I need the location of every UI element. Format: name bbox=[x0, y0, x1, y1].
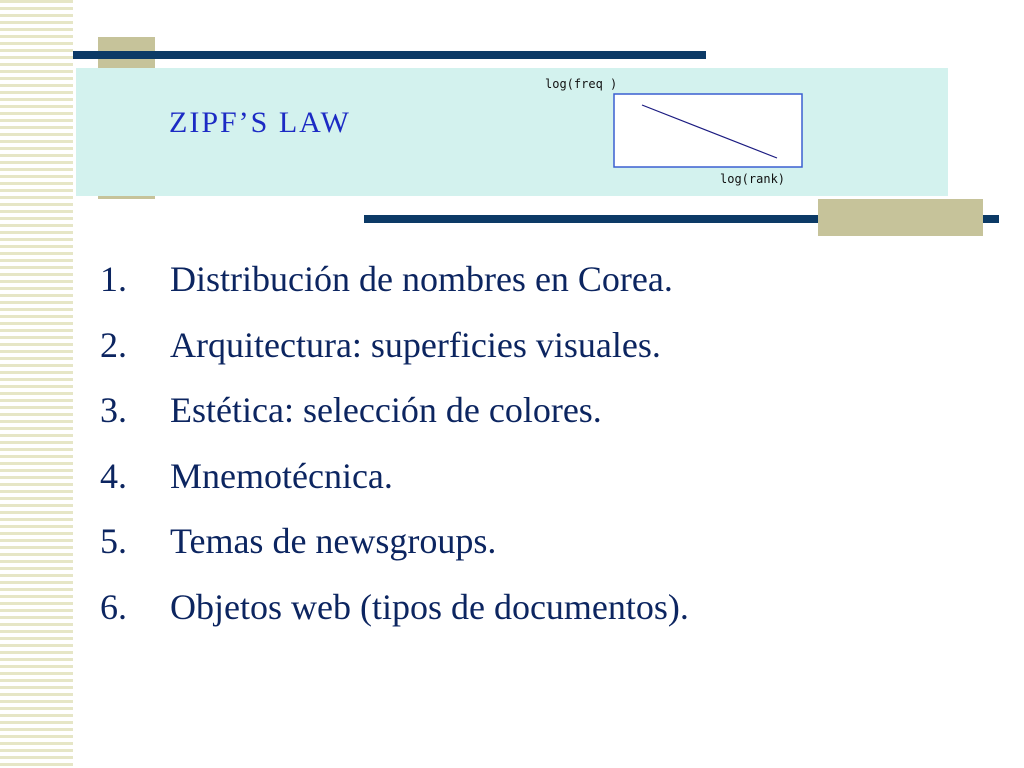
olive-accent-block-bottom bbox=[818, 199, 983, 236]
slide-title: ZIPF’S LAW bbox=[169, 106, 351, 139]
list-item-number: 3. bbox=[100, 390, 127, 430]
list-item-number: 6. bbox=[100, 586, 127, 627]
list-item-text: Arquitectura: superficies visuales. bbox=[170, 324, 661, 365]
list-item-text: Distribución de nombres en Corea. bbox=[170, 259, 673, 299]
list-item bbox=[100, 520, 1000, 586]
list-item-number: 5. bbox=[100, 521, 127, 561]
list-item-text: Objetos web (tipos de documentos). bbox=[170, 586, 689, 627]
navy-rule-top bbox=[73, 51, 706, 59]
list-item bbox=[100, 324, 1000, 390]
list-item bbox=[100, 586, 1000, 652]
list-item-text: Mnemotécnica. bbox=[170, 455, 393, 496]
left-stripe-decoration bbox=[0, 0, 73, 768]
zipf-mini-chart bbox=[540, 74, 840, 190]
list-item-number: 4. bbox=[100, 455, 127, 496]
list-item bbox=[100, 455, 1000, 521]
chart-ylabel: log(freq ) bbox=[545, 77, 618, 91]
numbered-list bbox=[100, 258, 1000, 651]
chart-xlabel: log(rank) bbox=[720, 172, 786, 186]
list-item bbox=[100, 258, 1000, 324]
list-item-number: 2. bbox=[100, 324, 127, 365]
list-item-text: Temas de newsgroups. bbox=[170, 521, 497, 561]
list-item-number: 1. bbox=[100, 259, 127, 299]
list-item-text: Estética: selección de colores. bbox=[170, 390, 602, 430]
list-item bbox=[100, 389, 1000, 455]
